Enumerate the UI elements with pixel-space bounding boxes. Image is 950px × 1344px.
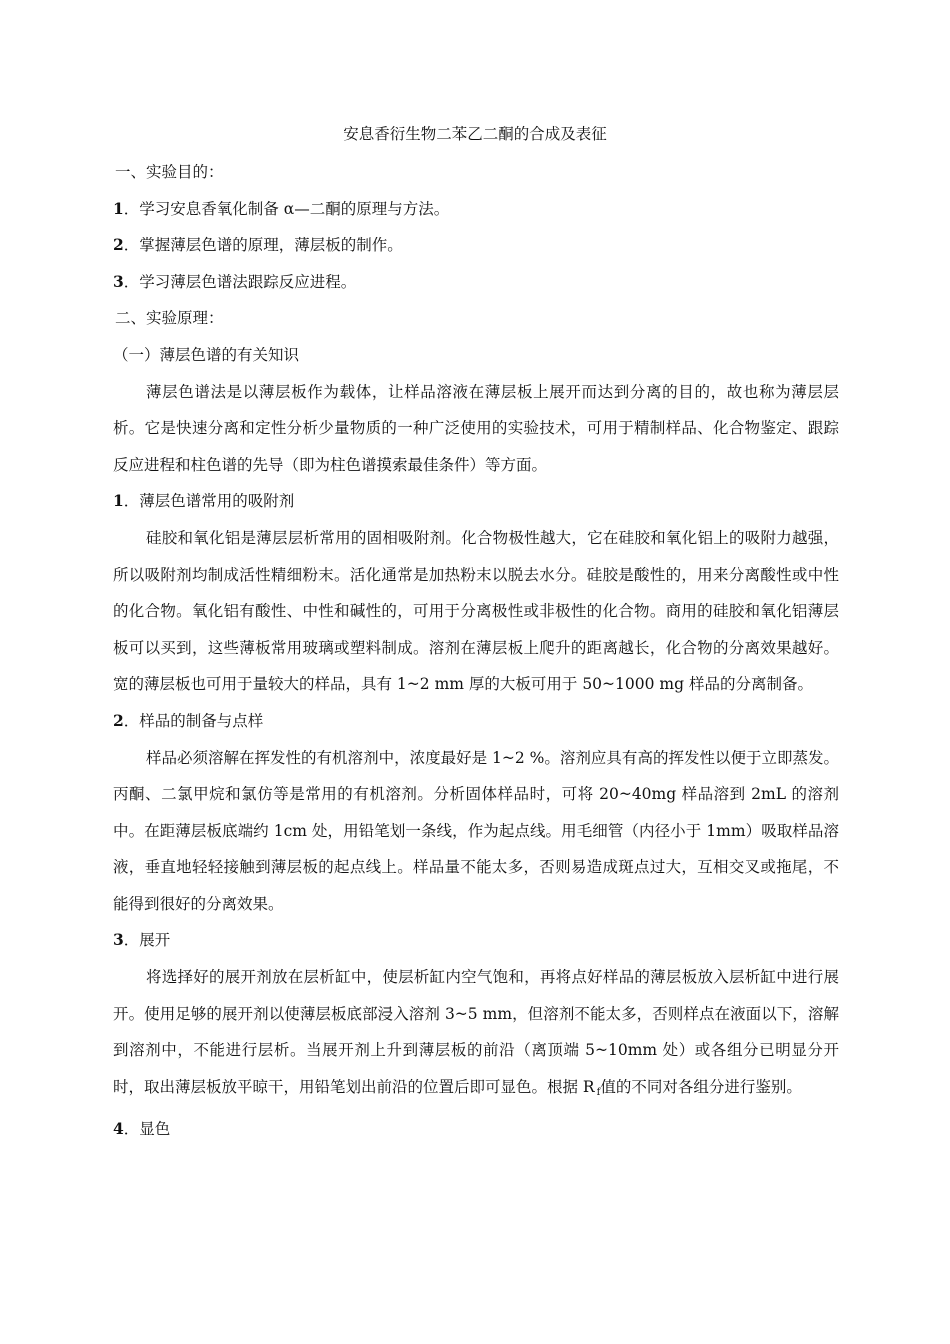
topic-title: ．样品的制备与点样 [123,711,264,730]
section-heading-principle: 二、实验原理： [115,309,224,328]
subsection-heading: （一）薄层色谱的有关知识 [113,345,300,364]
item-number: 2 [113,235,124,255]
objective-item [113,227,839,264]
topic-heading [113,1111,839,1148]
topic-heading [113,703,839,740]
intro-paragraph: 薄层色谱法是以薄层板作为载体，让样品溶液在薄层板上展开而达到分离的目的，故也称为薄层层析。它是快速分离和定性分析少量物质的一种广泛使用的实验技术，可用于精制样品、化合物鉴定、跟踪反应进程和柱色谱的先导（即为柱色谱摸索最佳条件）等方面。 [113,382,839,474]
paragraph-text: 值的不同对各组分进行鉴别。 [600,1077,802,1096]
topic-number: 3 [113,930,124,950]
document-body [113,154,839,1148]
objective-item [113,264,839,301]
topic-title: ．薄层色谱常用的吸附剂 [123,492,295,511]
topic-number: 2 [113,710,124,730]
item-text: ．学习薄层色谱法跟踪反应进程。 [123,272,357,291]
topic-title: ．展开 [123,931,171,950]
document-title: 安息香衍生物二苯乙二酮的合成及表征 [343,125,607,143]
topic-heading [113,483,839,520]
topic-title: ．显色 [123,1120,171,1139]
topic-number: 4 [113,1119,124,1139]
topic-heading [113,922,839,959]
topic-paragraph [113,959,839,1111]
topic-number: 1 [113,491,124,511]
item-text: ．学习安息香氧化制备 α—二酮的原理与方法。 [123,199,450,218]
item-number: 3 [113,271,124,291]
topic-paragraph: 样品必须溶解在挥发性的有机溶剂中，浓度最好是 1~2 %。溶剂应具有高的挥发性以便于立即蒸发。丙酮、二氯甲烷和氯仿等是常用的有机溶剂。分析固体样品时，可将 20~40mg 样品溶到 2mL 的溶剂中。在距薄层板底端约 1cm 处，用铅笔划一条线，作为起点线。用毛细管（内径小于 1mm）吸取样品溶液，垂直地轻轻接触到薄层板的起点线上。样品量不能太多，否则易造成斑点过大，互相交叉或拖尾，不能得到很好的分离效果。 [113,748,839,913]
rf-subscript: f [596,1086,601,1098]
paragraph-text: 将选择好的展开剂放在层析缸中，使层析缸内空气饱和，再将点好样品的薄层板放入层析缸中进行展开。使用足够的展开剂以使薄层板底部浸入溶剂 3~5 mm，但溶剂不能太多，否则样点在液面以下，溶解到溶剂中，不能进行层析。当展开剂上升到薄层板的前沿（离顶端 5~10mm 处）或各组分已明显分开时，取出薄层板放平晾干，用铅笔划出前沿的位置后即可显色。根据 R [113,968,839,1096]
objective-item [113,191,839,228]
section-heading-objectives: 一、实验目的： [115,163,224,181]
topic-paragraph: 硅胶和氧化铝是薄层层析常用的固相吸附剂。化合物极性越大，它在硅胶和氧化铝上的吸附力越强，所以吸附剂均制成活性精细粉末。活化通常是加热粉末以脱去水分。硅胶是酸性的，用来分离酸性或中性的化合物。氧化铝有酸性、中性和碱性的，可用于分离极性或非极性的化合物。商用的硅胶和氧化铝薄层板可以买到，这些薄板常用玻璃或塑料制成。溶剂在薄层板上爬升的距离越长，化合物的分离效果越好。宽的薄层板也可用于量较大的样品，具有 1~2 mm 厚的大板可用于 50~1000 mg 样品的分离制备。 [113,528,839,694]
item-text: ．掌握薄层色谱的原理，薄层板的制作。 [123,236,403,255]
item-number: 1 [113,198,124,218]
